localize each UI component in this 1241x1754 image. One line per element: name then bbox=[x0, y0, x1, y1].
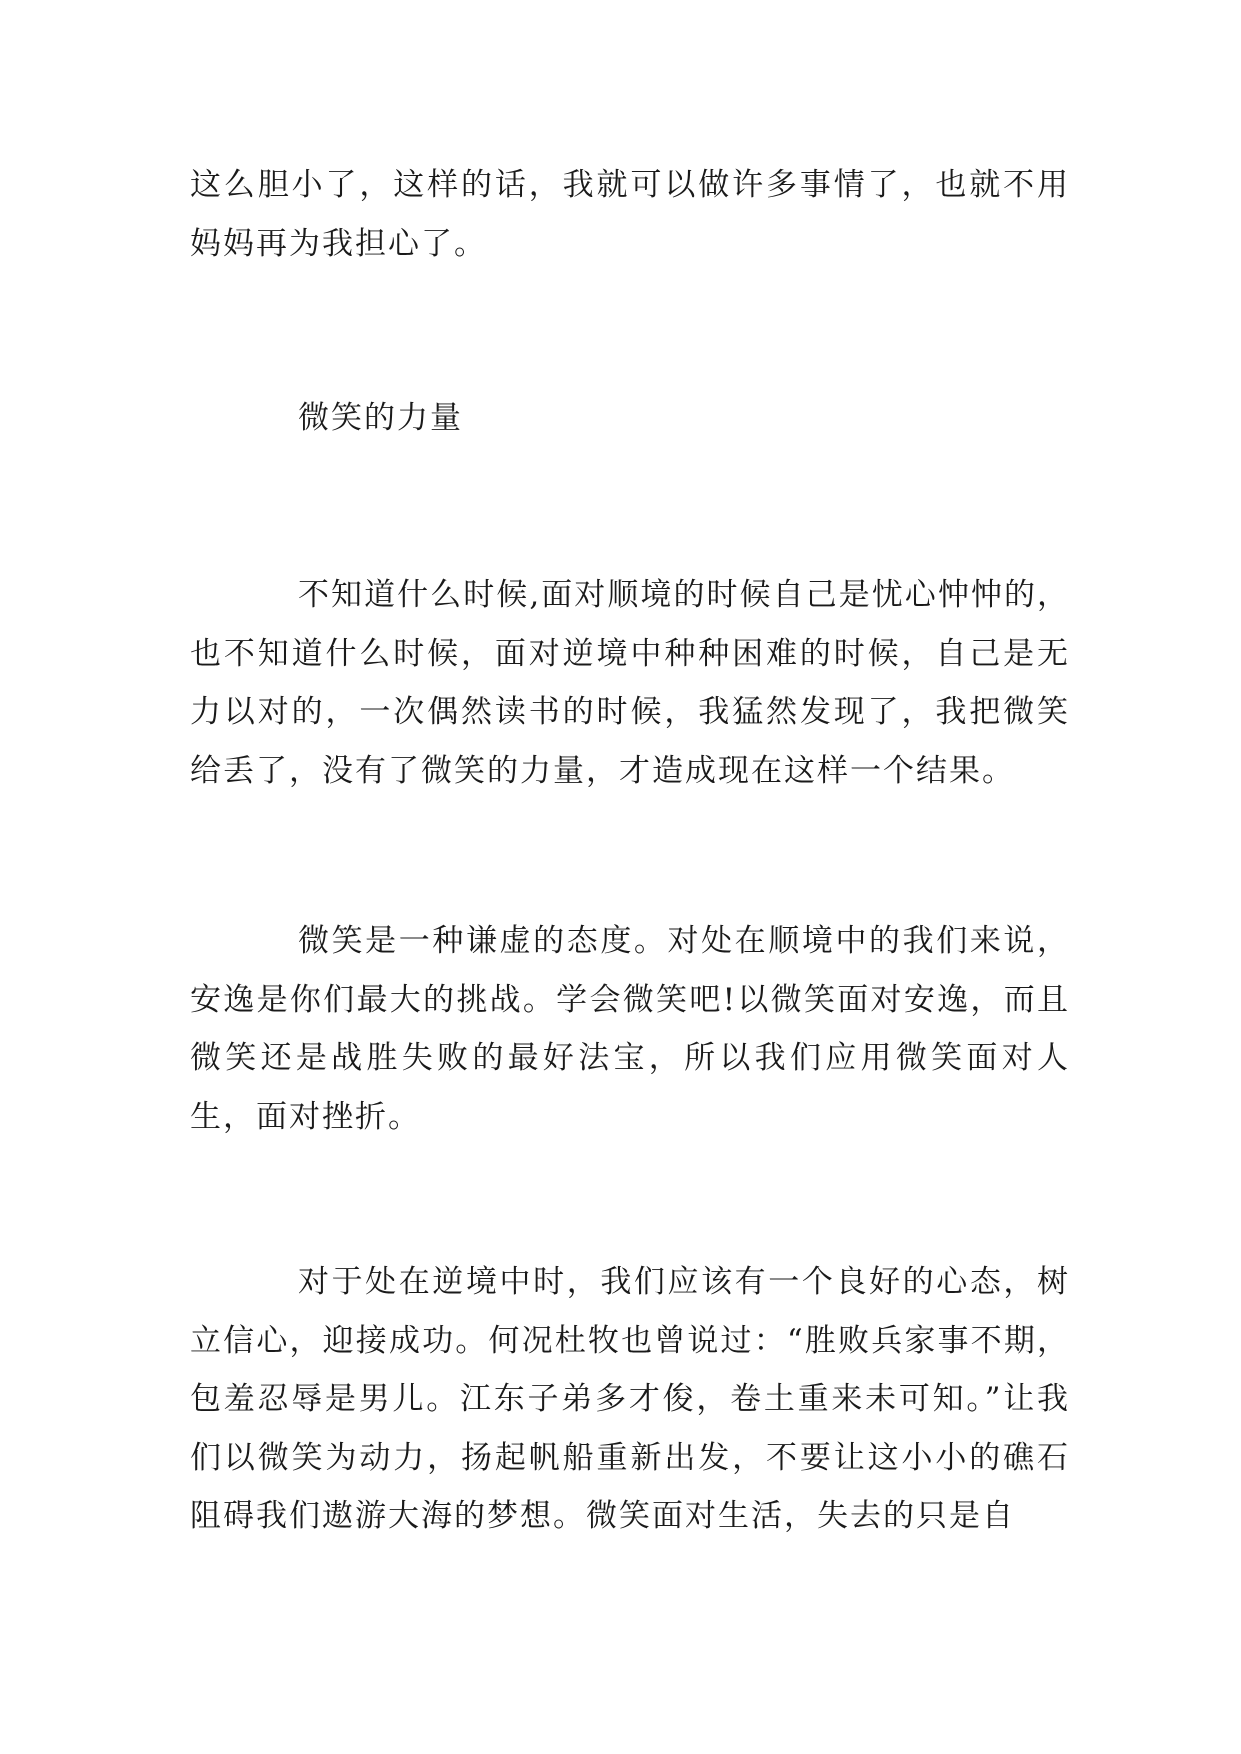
paragraph: 对于处在逆境中时，我们应该有一个良好的心态，树立信心，迎接成功。何况杜牧也曾说过：“胜败兵家事不期，包羞忍辱是男儿。江东子弟多才俊，卷土重来未可知。”让我们以微笑为动力，扬起帆船重新出发，不要让这小小的礁石阻碍我们遨游大海的梦想。微笑面对生活，失去的只是自 bbox=[190, 1264, 1070, 1534]
essay-title: 微笑的力量 bbox=[298, 400, 463, 436]
paragraph: 不知道什么时候,面对顺境的时候自己是忧心忡忡的，也不知道什么时候，面对逆境中种种困难的时候，自己是无力以对的，一次偶然读书的时候，我猛然发现了，我把微笑给丢了，没有了微笑的力量，才造成现在这样一个结果。 bbox=[190, 577, 1070, 789]
paragraph-continuation: 这么胆小了，这样的话，我就可以做许多事情了，也就不用妈妈再为我担心了。 bbox=[190, 167, 1070, 262]
paragraph: 微笑是一种谦虚的态度。对处在顺境中的我们来说，安逸是你们最大的挑战。学会微笑吧!以微笑面对安逸，而且微笑还是战胜失败的最好法宝，所以我们应用微笑面对人生，面对挫折。 bbox=[190, 923, 1070, 1135]
